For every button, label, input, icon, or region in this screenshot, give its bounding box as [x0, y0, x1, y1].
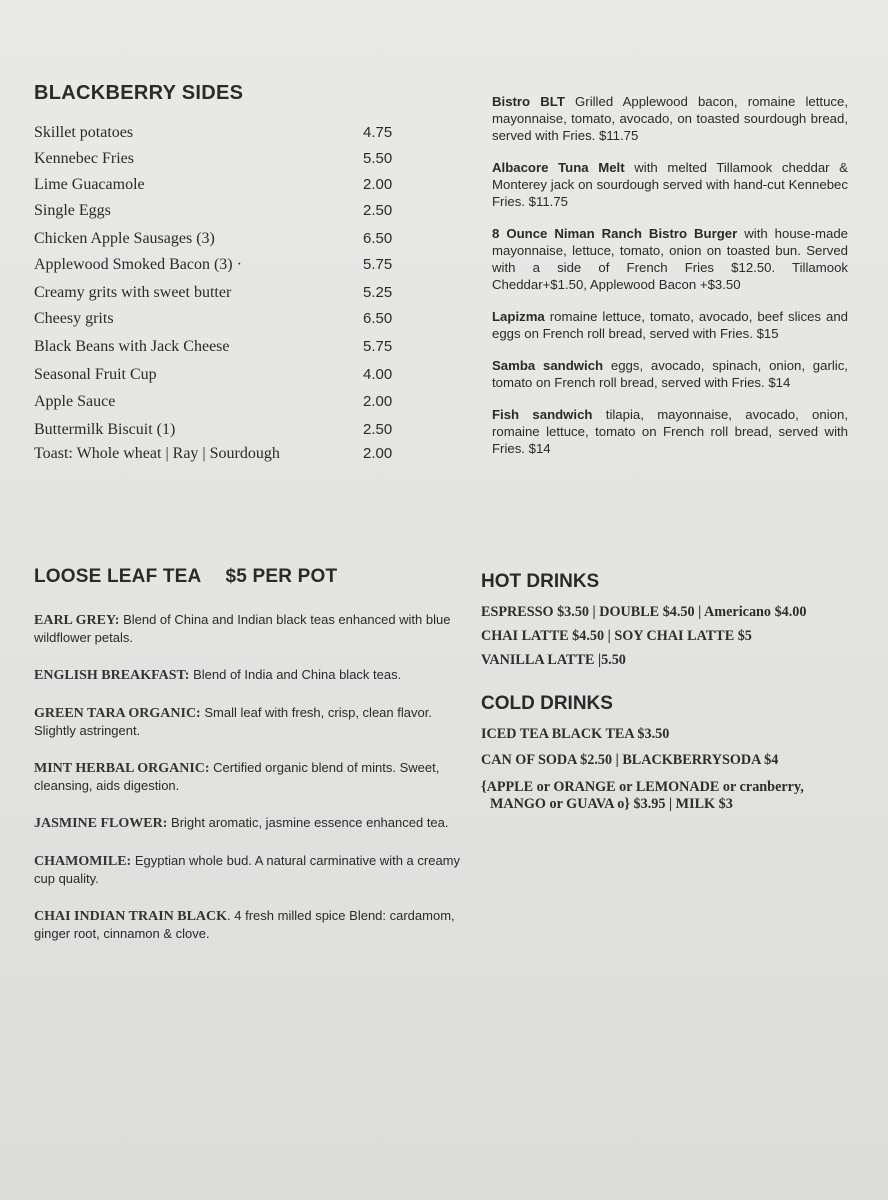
- sandwich-item: [492, 357, 848, 391]
- tea-item: [34, 814, 474, 832]
- side-name: Chicken Apple Sausages (3): [34, 230, 215, 247]
- sandwich-item: [492, 159, 848, 210]
- side-item: [34, 124, 414, 150]
- side-price: 6.50: [363, 230, 393, 247]
- side-item: [34, 176, 414, 202]
- sandwich-desc: tilapia, mayonnaise, avocado, onion, romaine lettuce, tomato on French roll bread, served with Fries. $14: [492, 407, 848, 456]
- tea-name: MINT HERBAL ORGANIC:: [34, 761, 210, 776]
- sandwich-desc: with melted Tillamook cheddar & Monterey jack on sourdough served with hand-cut Kennebec Fries. $11.75: [492, 160, 848, 209]
- side-price: 6.50: [363, 310, 393, 327]
- sandwich-desc: eggs, avocado, spinach, onion, garlic, tomato on French roll bread, served with Fries. $14: [492, 358, 848, 390]
- cold-drink-line: {APPLE or ORANGE or LEMONADE or cranberry,: [481, 779, 804, 795]
- side-price: 4.00: [363, 366, 393, 383]
- sandwich-name: 8 Ounce Niman Ranch Bistro Burger: [492, 226, 738, 241]
- tea-item: [34, 666, 474, 684]
- tea-item: [34, 611, 474, 646]
- side-name: Toast: Whole wheat | Ray | Sourdough: [34, 445, 280, 462]
- tea-title-text: LOOSE LEAF TEA: [34, 566, 202, 587]
- side-name: Cheesy grits: [34, 310, 114, 327]
- sandwich-item: [492, 93, 848, 144]
- tea-item: [34, 852, 474, 887]
- cold-drink-line: MANGO or GUAVA o} $3.95 | MILK $3: [490, 796, 733, 812]
- side-price: 4.75: [363, 124, 393, 141]
- tea-desc: Bright aromatic, jasmine essence enhanced tea.: [167, 815, 449, 830]
- side-name: Apple Sauce: [34, 393, 116, 410]
- side-item: [34, 284, 414, 310]
- side-item: [34, 256, 414, 284]
- side-name: Applewood Smoked Bacon (3) ·: [34, 256, 242, 273]
- tea-name: JASMINE FLOWER:: [34, 816, 168, 831]
- sandwich-list: [492, 93, 848, 472]
- sandwich-name: Bistro BLT: [492, 94, 565, 109]
- side-item: [34, 393, 414, 421]
- tea-desc: . 4 fresh milled spice Blend: cardamom, ginger root, cinnamon & clove.: [34, 908, 455, 941]
- side-name: Creamy grits with sweet butter: [34, 284, 232, 301]
- tea-name: GREEN TARA ORGANIC:: [34, 706, 201, 721]
- side-name: Seasonal Fruit Cup: [34, 366, 157, 383]
- side-name: Single Eggs: [34, 202, 111, 219]
- sandwich-desc: with house-made mayonnaise, lettuce, tomato, onion on toasted bun. Served with a side of French Fries $12.50. Tillamook Cheddar+$1.50, Applewood Bacon +$3.50: [492, 226, 848, 292]
- sandwich-item: [492, 225, 848, 293]
- sandwich-item: [492, 406, 848, 457]
- side-item: [34, 366, 414, 393]
- side-name: Kennebec Fries: [34, 150, 134, 167]
- tea-price: $5 PER POT: [225, 566, 338, 587]
- tea-title: [34, 566, 337, 588]
- tea-name: CHAMOMILE:: [34, 854, 132, 869]
- tea-item: [34, 704, 474, 739]
- sandwich-name: Samba sandwich: [492, 358, 604, 373]
- sandwich-name: Lapizma: [492, 309, 545, 324]
- sandwich-name: Albacore Tuna Melt: [492, 160, 625, 175]
- sandwich-desc: romaine lettuce, tomato, avocado, beef slices and eggs on French roll bread, served with Fries. $15: [492, 309, 848, 341]
- tea-list: [34, 611, 474, 962]
- sandwich-item: [492, 308, 848, 342]
- side-item: [34, 421, 414, 445]
- side-price: 2.00: [363, 445, 393, 462]
- side-price: 5.75: [363, 338, 393, 355]
- side-item: [34, 150, 414, 176]
- side-price: 5.50: [363, 150, 393, 167]
- cold-drink-line: ICED TEA BLACK TEA $3.50: [481, 726, 670, 742]
- side-name: Lime Guacamole: [34, 176, 145, 193]
- cold-drink-line: CAN OF SODA $2.50 | BLACKBERRYSODA $4: [481, 752, 779, 768]
- tea-item: [34, 759, 474, 794]
- hot-drink-line: CHAI LATTE $4.50 | SOY CHAI LATTE $5: [481, 628, 752, 644]
- tea-desc: Blend of India and China black teas.: [189, 667, 402, 682]
- side-price: 5.75: [363, 256, 393, 273]
- side-price: 5.25: [363, 284, 393, 301]
- side-item: [34, 338, 414, 366]
- side-item: [34, 445, 414, 471]
- side-name: Black Beans with Jack Cheese: [34, 338, 230, 355]
- sandwich-name: Fish sandwich: [492, 407, 593, 422]
- tea-name: ENGLISH BREAKFAST:: [34, 668, 190, 683]
- hot-drink-line: ESPRESSO $3.50 | DOUBLE $4.50 | Americano $4.00: [481, 604, 807, 620]
- sides-list: [34, 124, 414, 471]
- side-price: 2.50: [363, 202, 393, 219]
- sides-title: BLACKBERRY SIDES: [34, 82, 244, 104]
- tea-desc: Egyptian whole bud. A natural carminative with a creamy cup quality.: [34, 853, 461, 886]
- hot-drink-line: VANILLA LATTE |5.50: [481, 652, 626, 668]
- tea-desc: Blend of China and Indian black teas enhanced with blue wildflower petals.: [34, 612, 451, 645]
- tea-item: [34, 907, 474, 942]
- tea-desc: Small leaf with fresh, crisp, clean flavor. Slightly astringent.: [34, 705, 432, 738]
- tea-name: EARL GREY:: [34, 613, 120, 628]
- side-price: 2.00: [363, 176, 393, 193]
- side-item: [34, 230, 414, 256]
- cold-drinks-title: COLD DRINKS: [481, 693, 613, 714]
- side-item: [34, 202, 414, 230]
- tea-desc: Certified organic blend of mints. Sweet, cleansing, aids digestion.: [34, 760, 440, 793]
- side-name: Skillet potatoes: [34, 124, 134, 141]
- side-item: [34, 310, 414, 338]
- sandwich-desc: Grilled Applewood bacon, romaine lettuce, mayonnaise, tomato, avocado, on toasted sourdough bread, served with Fries. $11.75: [492, 94, 848, 143]
- tea-name: CHAI INDIAN TRAIN BLACK: [34, 909, 228, 924]
- side-price: 2.50: [363, 421, 393, 438]
- hot-drinks-title: HOT DRINKS: [481, 571, 600, 592]
- side-price: 2.00: [363, 393, 393, 410]
- side-name: Buttermilk Biscuit (1): [34, 421, 176, 438]
